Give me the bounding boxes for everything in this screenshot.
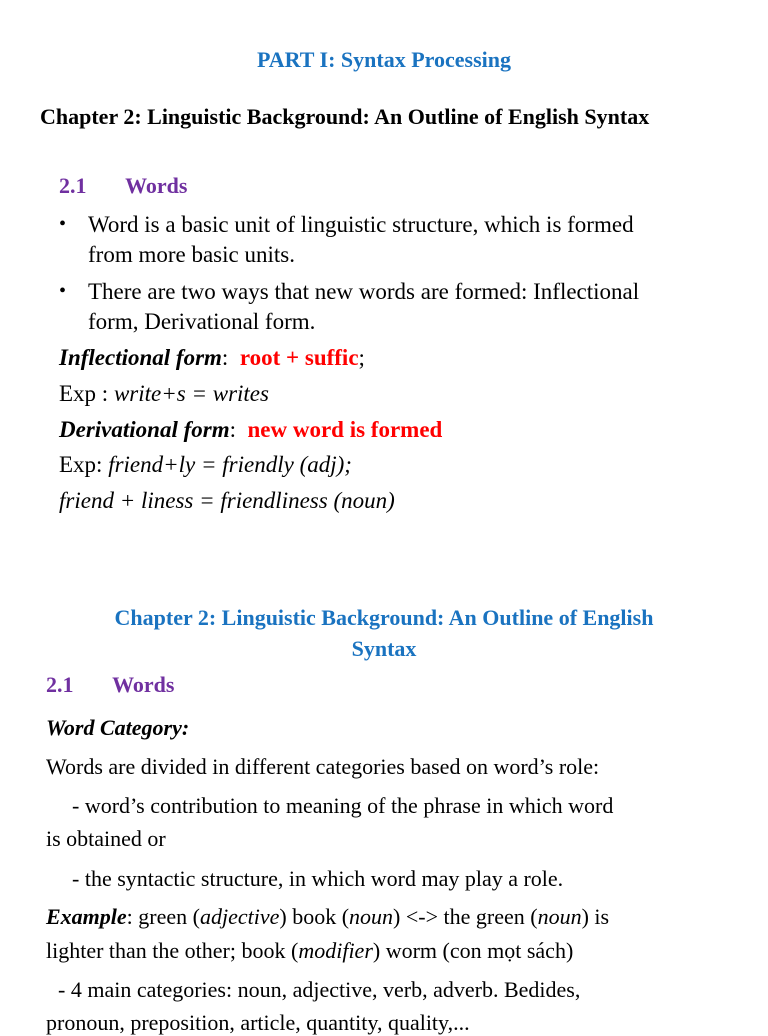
example-2 (59, 452, 352, 478)
example-2-text: friend+ly = friendly (adj); (108, 452, 352, 477)
point-1-line-2: is obtained or (46, 826, 166, 851)
example-term: noun (349, 904, 394, 929)
example-text: ) <-> the green ( (393, 904, 538, 929)
bullet-marker: • (59, 280, 67, 302)
bullet-1-line-1: Word is a basic unit of linguistic structure, which is formed (88, 212, 634, 237)
example-1-prefix: Exp : (59, 381, 114, 406)
example-2-prefix: Exp: (59, 452, 109, 477)
example-label: Example (46, 904, 127, 929)
example-text: ) worm (con mọt sách) (372, 938, 574, 963)
categories-line-1: - 4 main categories: noun, adjective, verb, adverb. Bedides, (58, 977, 581, 1002)
section-title: Words (125, 173, 188, 198)
section-heading (59, 173, 187, 199)
inflectional-rule: root + suffic (239, 345, 359, 370)
example-1-text: write+s = writes (113, 381, 269, 406)
example-text: : green ( (126, 904, 200, 929)
example-text: lighter than the other; book ( (46, 938, 299, 963)
derivational-label: Derivational form (59, 417, 230, 442)
example-line-1 (46, 904, 609, 930)
example-text: ) is (581, 904, 610, 929)
point-1-line-1: - word’s contribution to meaning of the phrase in which word (72, 793, 614, 818)
example-term: adjective (199, 904, 280, 929)
bullet-2-line-1: There are two ways that new words are formed: Inflectional (88, 279, 640, 304)
derivational-colon: : (229, 417, 248, 442)
example-text: ) book ( (279, 904, 350, 929)
chapter-heading-2-line-2: Syntax (351, 636, 417, 661)
chapter-heading: Chapter 2: Linguistic Background: An Outline of English Syntax (40, 104, 650, 129)
inflectional-form-line (59, 345, 365, 371)
derivational-form-line (59, 417, 442, 443)
inflectional-label: Inflectional form (59, 345, 222, 370)
example-1 (59, 381, 269, 407)
example-term: modifier (298, 938, 373, 963)
inflectional-colon: : (221, 345, 240, 370)
section-number: 2.1 (46, 672, 74, 697)
section-number: 2.1 (59, 173, 87, 198)
example-line-2 (46, 938, 573, 964)
categories-line-2: pronoun, preposition, article, quantity, quality,... (46, 1010, 470, 1035)
bullet-1-line-2: from more basic units. (88, 242, 295, 267)
derivational-rule: new word is formed (247, 417, 443, 442)
part-title: PART I: Syntax Processing (256, 47, 512, 72)
bullet-2-line-2: form, Derivational form. (88, 309, 316, 334)
bullet-marker: • (59, 213, 67, 235)
section-title: Words (112, 672, 175, 697)
intro-text: Words are divided in different categories based on word’s role: (46, 754, 600, 779)
inflectional-end: ; (358, 345, 365, 370)
example-term: noun (537, 904, 582, 929)
example-3: friend + liness = friendliness (noun) (59, 488, 395, 513)
point-2: - the syntactic structure, in which word may play a role. (72, 866, 564, 891)
word-category-heading: Word Category: (46, 715, 190, 740)
section-heading-2 (46, 672, 174, 698)
chapter-heading-2-line-1: Chapter 2: Linguistic Background: An Outline of English (114, 605, 654, 630)
